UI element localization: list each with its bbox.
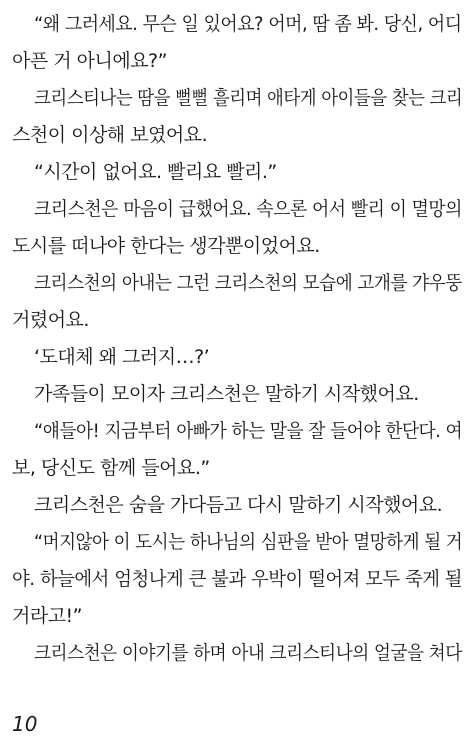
text-line: 거라고!” — [12, 605, 83, 627]
text-line: 도시를 떠나야 한다는 생각뿐이었어요. — [12, 235, 320, 257]
text-line: 아픈 거 아니에요?” — [12, 50, 167, 72]
text-line: 스천이 이상해 보였어요. — [12, 124, 208, 146]
text-line: 크리스천은 이야기를 하며 아내 크리스티나의 얼굴을 쳐다 — [34, 642, 462, 664]
text-line: 크리스천은 숨을 가다듬고 다시 말하기 시작했어요. — [34, 494, 443, 516]
text-line: “시간이 없어요. 빨리요 빨리.” — [34, 161, 277, 183]
text-line: 가족들이 모이자 크리스천은 말하기 시작했어요. — [34, 383, 419, 405]
text-line: 거렸어요. — [12, 309, 89, 331]
page-number: 10 — [12, 712, 38, 736]
text-line: ‘도대체 왜 그러지…?’ — [34, 346, 210, 368]
text-line: “머지않아 이 도시는 하나님의 심판을 받아 멸망하게 될 거 — [34, 531, 463, 553]
text-line: 보, 당신도 함께 들어요.” — [12, 457, 210, 479]
text-line: 크리스천의 아내는 그런 크리스천의 모습에 고개를 갸우뚱 — [34, 272, 462, 294]
text-line: “왜 그러세요. 무슨 일 있어요? 어머, 땀 좀 봐. 당신, 어디 — [34, 13, 462, 35]
text-line: 크리스티나는 땀을 뻘뻘 흘리며 애타게 아이들을 찾는 크리 — [34, 87, 463, 109]
text-line: 크리스천은 마음이 급했어요. 속으론 어서 빨리 이 멸망의 — [34, 198, 462, 220]
text-line: 야. 하늘에서 엄청나게 큰 불과 우박이 떨어져 모두 죽게 될 — [12, 568, 463, 590]
text-line: “얘들아! 지금부터 아빠가 하는 말을 잘 들어야 한단다. 여 — [34, 420, 463, 442]
